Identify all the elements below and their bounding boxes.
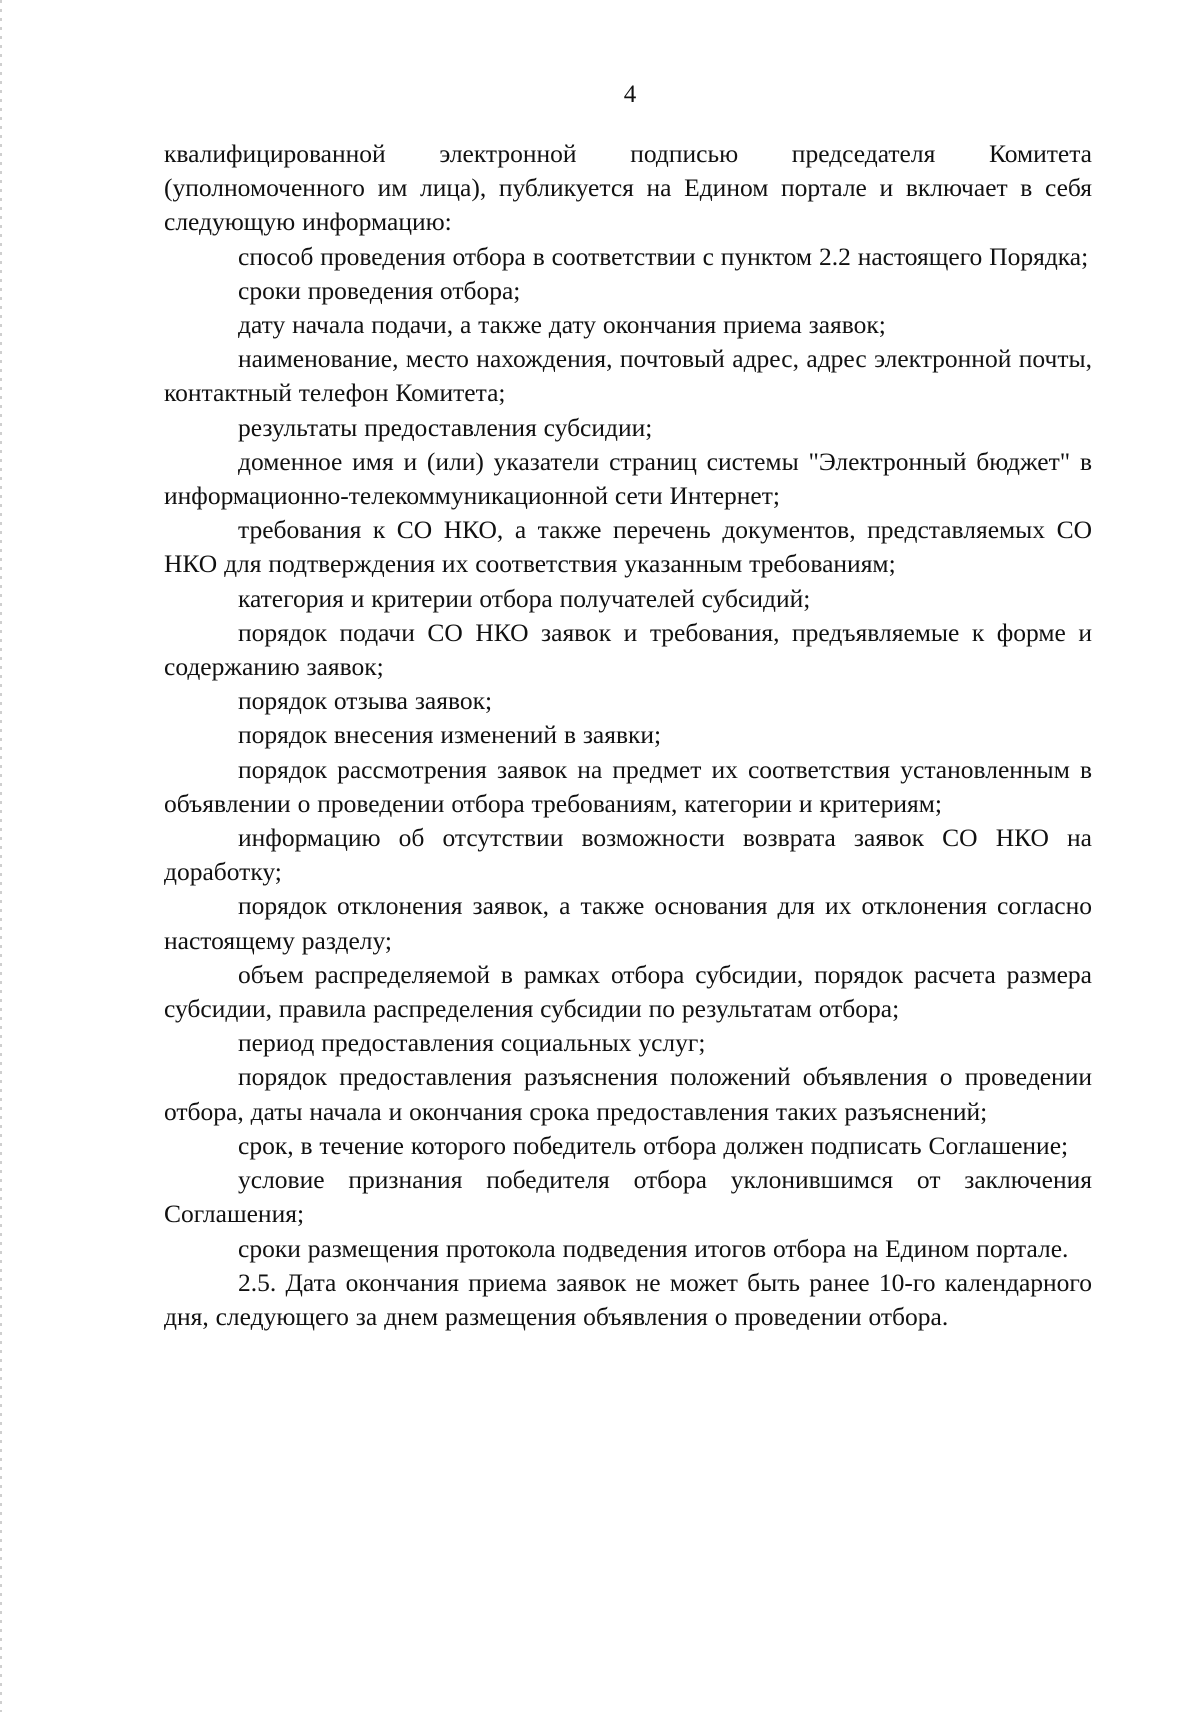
list-item-application-dates: дату начала подачи, а также дату окончания приема заявок; <box>238 310 886 340</box>
list-item-no-return-info: информацию об отсутствии возможности возврата заявок СО НКО на доработку; <box>164 823 1092 887</box>
list-item-selection-method: способ проведения отбора в соответствии с пунктом 2.2 настоящего Порядка; <box>238 241 1089 271</box>
list-item-amendment-procedure: порядок внесения изменений в заявки; <box>238 720 662 750</box>
list-item-protocol-terms: сроки размещения протокола подведения итогов отбора на Едином портале. <box>238 1233 1069 1263</box>
list-item-withdrawal-procedure: порядок отзыва заявок; <box>238 686 493 716</box>
document-body <box>164 137 1092 1334</box>
page-number: 4 <box>623 81 637 108</box>
list-item-service-period: период предоставления социальных услуг; <box>238 1028 706 1058</box>
list-item-criteria: категория и критерии отбора получателей субсидий; <box>238 583 811 613</box>
list-item-domain-name: доменное имя и (или) указатели страниц системы "Электронный бюджет" в информационно-телекоммуникационной сети Интернет; <box>164 446 1092 511</box>
list-item-selection-terms: сроки проведения отбора; <box>238 275 521 305</box>
clause-2-5: 2.5. Дата окончания приема заявок не может быть ранее 10-го календарного дня, следующего за днем размещения объявления о проведении отбора. <box>164 1267 1092 1331</box>
list-item-requirements: требования к СО НКО, а также перечень документов, представляемых СО НКО для подтверждения их соответствия указанным требованиям; <box>164 515 1092 579</box>
list-item-rejection-procedure: порядок отклонения заявок, а также основания для их отклонения согласно настоящему разделу; <box>164 891 1092 955</box>
paragraph-continuation: квалифицированной электронной подписью председателя Комитета (уполномоченного им лица), публикуется на Едином портале и включает в себя следующую информацию: <box>164 139 1092 237</box>
list-item-subsidy-volume: объем распределяемой в рамках отбора субсидии, порядок расчета размера субсидии, правила распределения субсидии по результатам отбора; <box>164 959 1092 1024</box>
list-item-signing-deadline: срок, в течение которого победитель отбора должен подписать Соглашение; <box>238 1130 1069 1160</box>
list-item-subsidy-results: результаты предоставления субсидии; <box>238 412 653 442</box>
list-item-clarification-procedure: порядок предоставления разъяснения положений объявления о проведении отбора, даты начала и окончания срока предоставления таких разъяснений; <box>164 1062 1092 1126</box>
list-item-committee-contacts: наименование, место нахождения, почтовый адрес, адрес электронной почты, контактный телефон Комитета; <box>164 344 1092 408</box>
list-item-evasion-condition: условие признания победителя отбора уклонившимся от заключения Соглашения; <box>164 1165 1092 1229</box>
scan-edge-mark <box>0 0 2 1712</box>
list-item-submission-procedure: порядок подачи СО НКО заявок и требования, предъявляемые к форме и содержанию заявок; <box>164 617 1092 682</box>
list-item-review-procedure: порядок рассмотрения заявок на предмет их соответствия установленным в объявлении о проведении отбора требованиям, категории и критериям; <box>164 754 1092 818</box>
